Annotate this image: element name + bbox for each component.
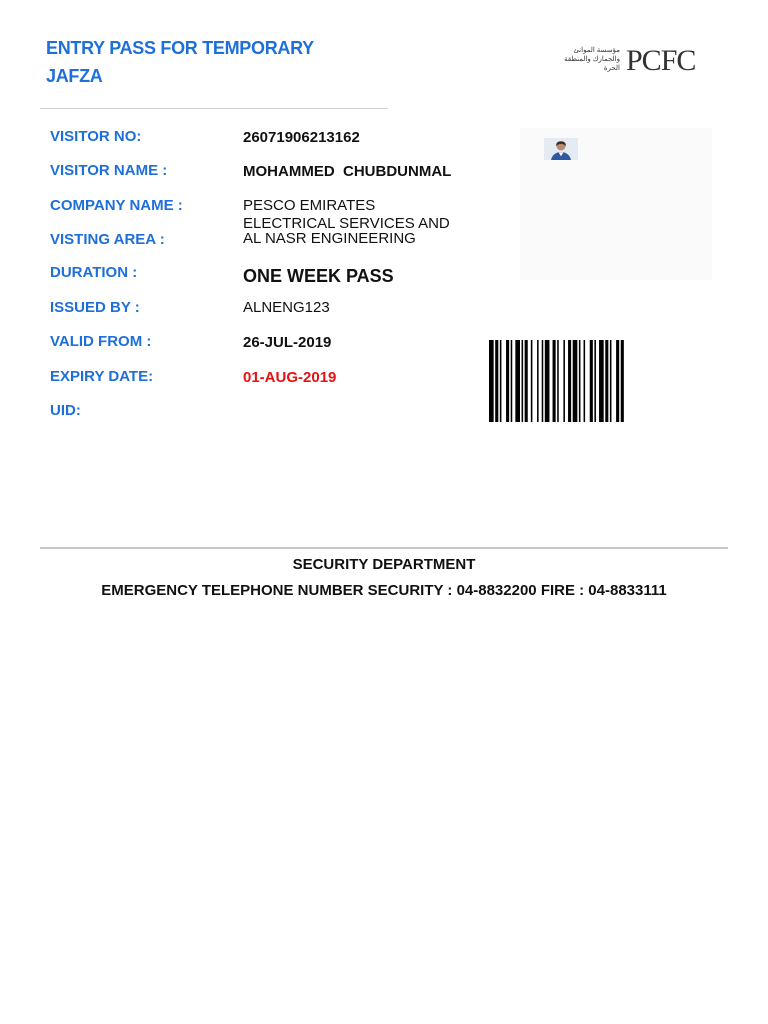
pass-title-line1: ENTRY PASS FOR TEMPORARY bbox=[46, 38, 314, 58]
visitor-photo-area bbox=[520, 128, 712, 280]
visiting-area-label: VISTING AREA : bbox=[50, 231, 165, 248]
header-divider bbox=[40, 108, 388, 109]
logo-wordmark: PCFC bbox=[626, 44, 696, 77]
emergency-telephone: EMERGENCY TELEPHONE NUMBER SECURITY : 04-8832200 FIRE : 04-8833111 bbox=[101, 582, 667, 599]
company-name-label: COMPANY NAME : bbox=[50, 197, 183, 214]
duration-label: DURATION : bbox=[50, 264, 138, 281]
person-icon bbox=[544, 138, 578, 160]
visitor-name-value: MOHAMMED CHUBDUNMAL bbox=[243, 163, 452, 180]
barcode-bar bbox=[531, 340, 533, 422]
barcode-bar bbox=[557, 340, 559, 422]
barcode-bar bbox=[489, 340, 494, 422]
barcode-bar bbox=[579, 340, 581, 422]
expiry-date-value: 01-AUG-2019 bbox=[243, 369, 337, 386]
barcode-bar bbox=[599, 340, 604, 422]
barcode-bar bbox=[537, 340, 539, 422]
barcode-bar bbox=[522, 340, 524, 422]
barcode-bar bbox=[553, 340, 556, 422]
barcode-bar bbox=[621, 340, 624, 422]
barcode-bar bbox=[605, 340, 608, 422]
security-department: SECURITY DEPARTMENT bbox=[292, 556, 476, 573]
pcfc-logo bbox=[556, 46, 726, 76]
footer-divider bbox=[40, 547, 728, 549]
barcode-bar bbox=[545, 340, 550, 422]
valid-from-label: VALID FROM : bbox=[50, 333, 152, 350]
barcode-bar bbox=[563, 340, 565, 422]
barcode-bar bbox=[500, 340, 502, 422]
logo-arabic-text: مؤسسة الموانئ والجمارك والمنطقة الحرة bbox=[564, 47, 620, 72]
issued-by-label: ISSUED BY : bbox=[50, 299, 140, 316]
barcode-bar bbox=[590, 340, 593, 422]
uid-label: UID: bbox=[50, 402, 81, 419]
barcode-bar bbox=[542, 340, 544, 422]
barcode-bar bbox=[568, 340, 571, 422]
barcode-bar bbox=[610, 340, 612, 422]
barcode bbox=[489, 340, 711, 422]
company-name-value: PESCO EMIRATES bbox=[243, 197, 376, 214]
visitor-no-value: 26071906213162 bbox=[243, 129, 360, 146]
expiry-date-label: EXPIRY DATE: bbox=[50, 368, 154, 385]
duration-value: ONE WEEK PASS bbox=[243, 266, 394, 286]
visitor-no-label: VISITOR NO: bbox=[50, 128, 142, 145]
pass-title-line2: JAFZA bbox=[46, 66, 103, 86]
barcode-bar bbox=[515, 340, 520, 422]
barcode-bar bbox=[616, 340, 619, 422]
issued-by-value: ALNENG123 bbox=[243, 299, 330, 316]
pass-title bbox=[46, 34, 386, 90]
barcode-bar bbox=[506, 340, 509, 422]
barcode-bar bbox=[511, 340, 513, 422]
visitor-name-label: VISITOR NAME : bbox=[50, 162, 168, 179]
barcode-bar bbox=[525, 340, 528, 422]
visiting-area-value: ELECTRICAL SERVICES AND AL NASR ENGINEERING bbox=[243, 215, 450, 247]
barcode-bar bbox=[573, 340, 578, 422]
barcode-bar bbox=[495, 340, 498, 422]
barcode-bar bbox=[584, 340, 586, 422]
valid-from-value: 26-JUL-2019 bbox=[243, 334, 332, 351]
visitor-photo bbox=[544, 138, 578, 160]
barcode-bar bbox=[594, 340, 596, 422]
